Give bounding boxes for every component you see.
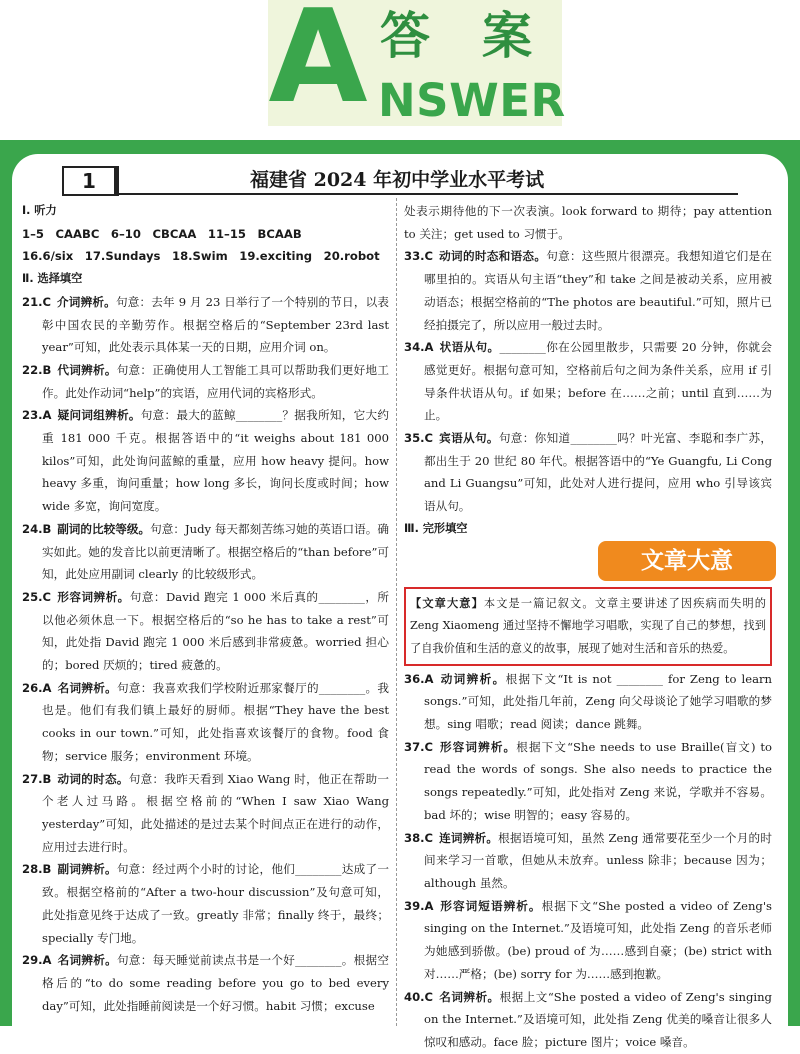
question-type: 副词辨析。: [57, 862, 117, 877]
article-summary-heading: 【文章大意】: [410, 595, 484, 610]
question-number: 40.C: [404, 989, 434, 1004]
question-explanation: [404, 736, 772, 827]
explanation-text: 句意：我昨天看到 Xiao Wang 时，他正在帮助一个老人过马路。根据空格前的“When I saw Xiao Wang yesterday”可知，此处描述的是过去某个时间点正在进行的动作，应用过去进行时。: [42, 771, 389, 854]
question-explanation: [404, 895, 772, 986]
question-number: 21.C: [22, 294, 52, 309]
question-type: 形容词短语辨析。: [439, 898, 542, 913]
section-heading: Ⅲ. 完形填空: [404, 521, 468, 535]
question-number: 36.A: [404, 671, 434, 686]
question-number: 35.C: [404, 431, 434, 446]
article-summary-box: [404, 587, 772, 666]
explanation-text: 根据下文“It is not ________ for Zeng to learn songs.”可知，此处指几年前，Zeng 向父母谈论了她学习唱歌的梦想。sing 唱歌；read 阅读；dance 跳舞。: [424, 671, 772, 732]
question-explanation: [22, 359, 389, 404]
question-number: 23.A: [22, 408, 52, 423]
question-type: 疑问词组辨析。: [57, 408, 141, 423]
explanation-text: 根据上文“She posted a video of Zeng's singing on the Internet.”及语境可知，此处指 Zeng 优美的嗓音让很多人惊叹和感动。face 脸；picture 图片；voice 嗓音。: [424, 989, 772, 1049]
question-number: 34.A: [404, 340, 434, 355]
explanation-text: 句意：这些照片很漂亮。我想知道它们是在哪里拍的。宾语从句主语“they”和 take 之间是被动关系，应用被动语态；根据空格前的“The photos are beautiful.”可知，照片已经拍摄完了，所以应用一般过去时。: [424, 249, 772, 332]
explanation-text: 句意：我喜欢我们学校附近那家餐厅的________。我也是。他们有我们镇上最好的厨师。根据“They have the best cooks in our town.”可知，此处指喜欢该餐厅的食物。food 食物；service 服务；environment 环境。: [42, 680, 389, 763]
article-summary-tag-row: [404, 541, 772, 587]
question-type: 名词辨析。: [438, 989, 500, 1004]
explanation-text: 处表示期待他的下一次表演。look forward to 期待；pay attention to 关注；get used to 习惯于。: [404, 204, 772, 241]
explanation-text: 句意：每天睡觉前读点书是一个好________。根据空格后的“to do some reading before you go to bed every day”可知，此处指睡前阅读是一个好习惯。habit 习惯；excuse: [42, 953, 389, 1013]
explanation-text: ________你在公园里散步，只需要 20 分钟，你就会感觉更好。根据句意可知，空格前后句之间为条件关系，应用 if 引导条件状语从句。if 如果；before 在……之前；until 直到……为止。: [424, 340, 772, 423]
question-type: 状语从句。: [439, 340, 500, 355]
question-explanation: [22, 586, 389, 677]
article-summary-text: 本文是一篇记叙文。文章主要讲述了因疾病而失明的 Zeng Xiaomeng 通过坚持不懈地学习唱歌，实现了自己的梦想，找到了自我价值和生活的意义的故事，展现了她对生活和音乐的热爱。: [410, 596, 766, 655]
question-number: 27.B: [22, 771, 52, 786]
question-number: 25.C: [22, 589, 52, 604]
question-number: 39.A: [404, 898, 434, 913]
question-explanation: [404, 668, 772, 736]
question-explanation: [22, 858, 389, 949]
explanation-text: 句意：你知道________吗？叶光富、李聪和李广苏，都出生于 20 世纪 80 年代。根据答语中的“Ye Guangfu, Li Cong and Li Guangsu”可知，此处对人进行提问，应用 who 引导该宾语从句。: [424, 431, 772, 514]
explanation-text: 句意：经过两个小时的讨论，他们________达成了一致。根据空格前的“After a two-hour discussion”及句意可知，此处指意见终于达成了一致。greatly 非常；finally 终于，最终；specially 专门地。: [42, 862, 389, 945]
explanation-text: 句意：David 跑完 1 000 米后真的________，所以他必须休息一下。根据空格后的“so he has to take a rest”可知，此处指 David 跑完 1 000 米后感到非常疲惫。worried 担心的；bored 厌烦的；tired 疲惫的。: [42, 589, 389, 673]
question-number: 37.C: [404, 739, 434, 754]
question-type: 形容词辨析。: [438, 739, 517, 754]
question-explanation: [404, 336, 772, 427]
question-explanation: [404, 245, 772, 336]
left-column: [22, 200, 389, 1017]
answer-key-line: 16.6/six 17.Sundays 18.Swim 19.exciting 20.robot: [22, 249, 380, 264]
question-type: 名词辨析。: [57, 680, 117, 695]
question-type: 副词的比较等级。: [57, 521, 151, 536]
section-heading: Ⅱ. 选择填空: [22, 272, 83, 286]
question-explanation: [22, 291, 389, 359]
question-number: 38.C: [404, 830, 434, 845]
explanation-text: 根据下文“She needs to use Braille(盲文) to read the words of songs. She also needs to practice the songs repeatedly.”可知，此处指对 Zeng 来说，学歌并不容易。bad 坏的；wise 明智的；easy 容易的。: [424, 739, 772, 822]
question-explanation: [22, 404, 389, 518]
question-type: 形容词辨析。: [56, 589, 130, 604]
question-type: 动词的时态。: [57, 771, 129, 786]
explanation-text: 句意：Judy 每天都刻苦练习她的英语口语。确实如此。她的发音比以前更清晰了。根据空格后的“than before”可知，此处应用副词 clearly 的比较级形式。: [42, 521, 389, 582]
question-explanation: [404, 986, 772, 1054]
question-type: 动词辨析。: [439, 671, 506, 686]
explanation-text: 根据语境可知，虽然 Zeng 通常要花至少一个月的时间来学习一首歌，但她从未放弃。unless 除非；because 因为；although 虽然。: [424, 830, 772, 890]
question-type: 介词辨析。: [56, 294, 116, 309]
question-number: 24.B: [22, 521, 52, 536]
right-column: [404, 200, 772, 1054]
question-number: 26.A: [22, 680, 52, 695]
title-underline: [118, 193, 738, 195]
question-number: 33.C: [404, 249, 434, 264]
question-number: 28.B: [22, 862, 52, 877]
question-explanation: [22, 677, 389, 768]
question-type: 宾语从句。: [438, 431, 499, 446]
exam-title: 福建省 2024 年初中学业水平考试: [250, 169, 545, 191]
question-explanation: [22, 518, 389, 586]
answer-en-title: NSWER: [378, 74, 566, 127]
question-type: 名词辨析。: [57, 953, 117, 968]
question-type: 代词辨析。: [57, 362, 117, 377]
question-explanation: [404, 427, 772, 518]
section-heading: Ⅰ. 听力: [22, 204, 57, 217]
explanation-text: 根据下文“She posted a video of Zeng's singing on the Internet.”及语境可知，此处指 Zeng 的音乐老师为她感到骄傲。(be) proud of 为……感到自豪；(be) strict with 对……严格；(be) sorry for 为……感到抱歉。: [424, 898, 772, 981]
question-number: 22.B: [22, 362, 52, 377]
question-type: 连词辨析。: [438, 830, 499, 845]
explanation-text: 句意：去年 9 月 23 日举行了一个特别的节日，以表彰中国农民的辛勤劳作。根据空格后的“September 23rd last year”可知，此处表示具体某一天的日期，应用介词 on。: [42, 294, 389, 355]
exam-number-box: 1: [62, 166, 119, 196]
answer-key-line: 1–5 CAABC 6–10 CBCAA 11–15 BCAAB: [22, 226, 302, 241]
explanation-text: 句意：正确使用人工智能工具可以帮助我们更好地工作。此处作动词“help”的宾语，应用代词的宾格形式。: [42, 362, 389, 400]
question-explanation: [404, 827, 772, 895]
explanation-text: 句意：最大的蓝鲸________？据我所知，它大约重 181 000 千克。根据答语中的“it weighs about 181 000 kilos”可知，此处询问蓝鲸的重量，应用 how heavy 提问。how heavy 多重，询问重量；how long 多长，询问长度或时间；how wide 多宽，询问宽度。: [42, 408, 389, 514]
column-divider: [396, 198, 397, 1026]
question-type: 动词的时态和语态。: [438, 249, 547, 264]
answer-cn-title: 答案: [380, 7, 584, 65]
article-summary-tag: 文章大意: [598, 541, 776, 581]
question-explanation: [22, 768, 389, 859]
question-number: 29.A: [22, 953, 52, 968]
answer-letter-a: A: [268, 0, 368, 132]
question-explanation: [22, 949, 389, 1017]
